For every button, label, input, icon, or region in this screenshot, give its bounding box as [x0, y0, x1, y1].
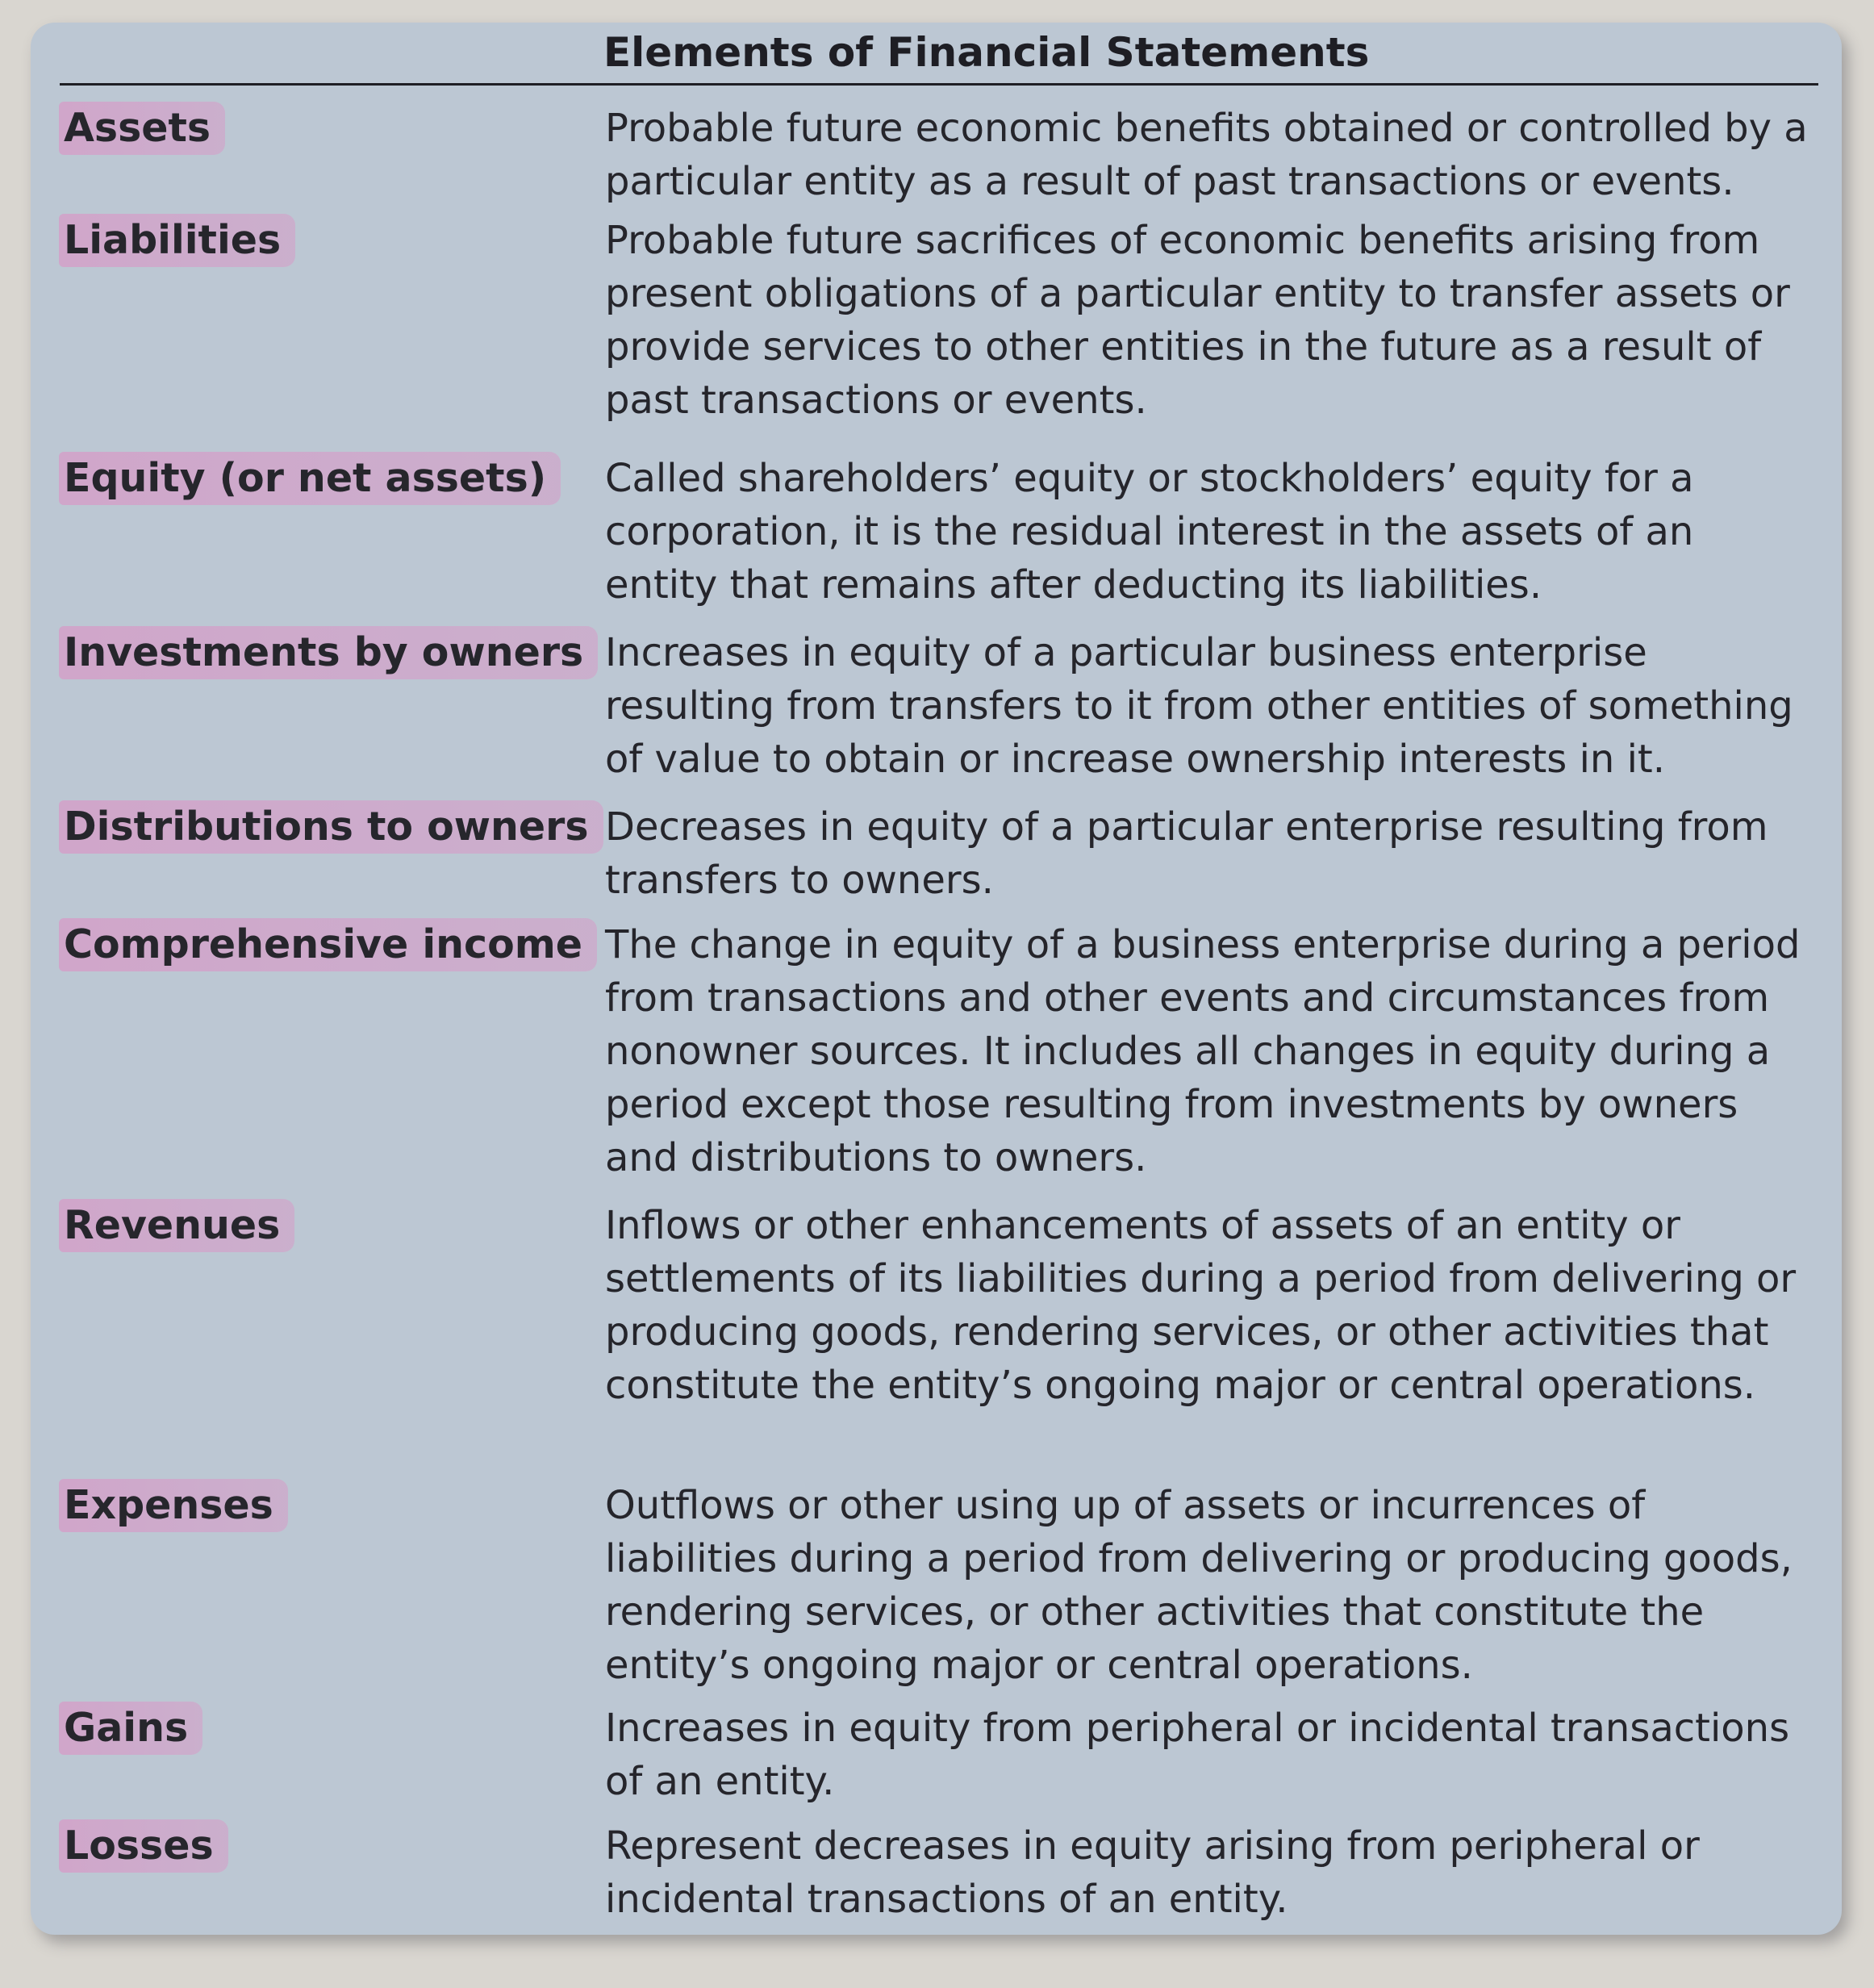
table-title: Elements of Financial Statements — [603, 29, 1370, 76]
term-definition: Probable future sacrifices of economic benefits arising from present obligations of a particular entity to transfer assets or provide services to other entities in the future as a result of past transactions or events. — [605, 218, 1790, 423]
term-label: Revenues — [59, 1199, 294, 1252]
title-rule — [60, 83, 1818, 86]
term-definition: Increases in equity of a particular business enterprise resulting from transfers to it from other entities of something of value to obtain or increase ownership interests in it. — [605, 630, 1793, 782]
term-definition: Probable future economic benefits obtained or controlled by a particular entity as a result of past transactions or events. — [605, 106, 1808, 204]
term-definition: Decreases in equity of a particular enterprise resulting from transfers to owners. — [605, 804, 1768, 903]
term-definition: Increases in equity from peripheral or incidental transactions of an entity. — [605, 1706, 1790, 1804]
term-label: Assets — [59, 102, 225, 155]
term-definition: Called shareholders’ equity or stockholders’ equity for a corporation, it is the residual interest in the assets of an entity that remains after deducting its liabilities. — [605, 456, 1694, 608]
term-definition: Outflows or other using up of assets or incurrences of liabilities during a period from delivering or producing goods, rendering services, or other activities that constitute the entity’s ongoing major or central operations. — [605, 1483, 1793, 1688]
term-definition: The change in equity of a business enterprise during a period from transactions and other events and circumstances from nonowner sources. It includes all changes in equity during a period except those resulting from investments by owners and distributions to owners. — [605, 922, 1801, 1180]
term-definition: Represent decreases in equity arising from peripheral or incidental transactions of an entity. — [605, 1823, 1700, 1922]
term-label: Comprehensive income — [59, 918, 597, 971]
term-label: Expenses — [59, 1479, 288, 1532]
term-label: Investments by owners — [59, 626, 598, 679]
term-label: Equity (or net assets) — [59, 452, 561, 505]
term-label: Gains — [59, 1702, 202, 1755]
term-label: Losses — [59, 1819, 228, 1873]
term-definition: Inflows or other enhancements of assets of an entity or settlements of its liabilities during a period from delivering or producing goods, rendering services, or other activities that constitute the entity’s ongoing major or central operations. — [605, 1203, 1797, 1408]
term-label: Liabilities — [59, 214, 295, 267]
table-panel — [31, 23, 1842, 1935]
term-label: Distributions to owners — [59, 800, 603, 854]
